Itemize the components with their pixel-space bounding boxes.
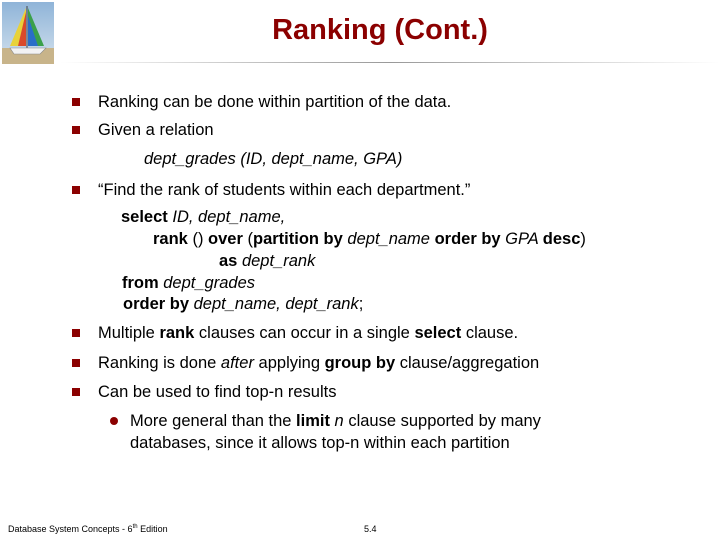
- query-line: [123, 294, 363, 316]
- relation-schema: dept_grades (ID, dept_name, GPA): [144, 150, 403, 168]
- sql-text: ;: [358, 295, 364, 313]
- query-line: [219, 251, 315, 273]
- bullet-circle-icon: [110, 417, 118, 425]
- sql-keyword: rank: [153, 230, 188, 248]
- sql-keyword: order by: [123, 295, 190, 313]
- sql-text: ID, dept_name,: [167, 208, 286, 226]
- sql-keyword: order by: [434, 230, 501, 248]
- sql-text: GPA: [500, 230, 543, 248]
- slide-title: Ranking (Cont.): [272, 14, 488, 46]
- sql-text: dept_name: [342, 230, 435, 248]
- sql-text: dept_name, dept_rank: [189, 295, 359, 313]
- bullet-square-icon: [72, 126, 80, 134]
- bullet-text: “Find the rank of students within each department.”: [98, 181, 471, 199]
- bullet-square-icon: [72, 388, 80, 396]
- sub-bullet-text: More general than the limit n clause supported by many: [130, 412, 541, 430]
- title-divider: [0, 62, 720, 64]
- bullet-square-icon: [72, 329, 80, 337]
- bullet-square-icon: [72, 359, 80, 367]
- query-line: [121, 207, 285, 229]
- footer-book-title: Database System Concepts - 6th Edition: [8, 524, 168, 534]
- sql-text: dept_rank: [237, 252, 316, 270]
- bullet-text: Multiple rank clauses can occur in a single select clause.: [98, 324, 519, 342]
- sql-keyword: over: [208, 230, 243, 248]
- sub-bullet-text-line2: databases, since it allows top-n within each partition: [130, 434, 510, 452]
- sql-keyword: select: [121, 208, 168, 226]
- sql-text: (): [187, 230, 209, 248]
- sql-text: ): [580, 230, 586, 248]
- query-line: [122, 273, 255, 295]
- bullet-text: Ranking can be done within partition of the data.: [98, 93, 452, 111]
- sql-keyword: partition by: [252, 230, 343, 248]
- bullet-text: Ranking is done after applying group by clause/aggregation: [98, 354, 540, 372]
- sql-keyword: from: [122, 274, 159, 292]
- bullet-square-icon: [72, 98, 80, 106]
- sql-text: dept_grades: [158, 274, 255, 292]
- bullet-text: Given a relation: [98, 121, 214, 139]
- bullet-square-icon: [72, 186, 80, 194]
- page-number: 5.4: [364, 524, 377, 534]
- bullet-text: Can be used to find top-n results: [98, 383, 337, 401]
- sql-keyword: as: [219, 252, 238, 270]
- sql-keyword: desc: [542, 230, 581, 248]
- sql-text: (: [242, 230, 253, 248]
- query-line: [153, 229, 586, 251]
